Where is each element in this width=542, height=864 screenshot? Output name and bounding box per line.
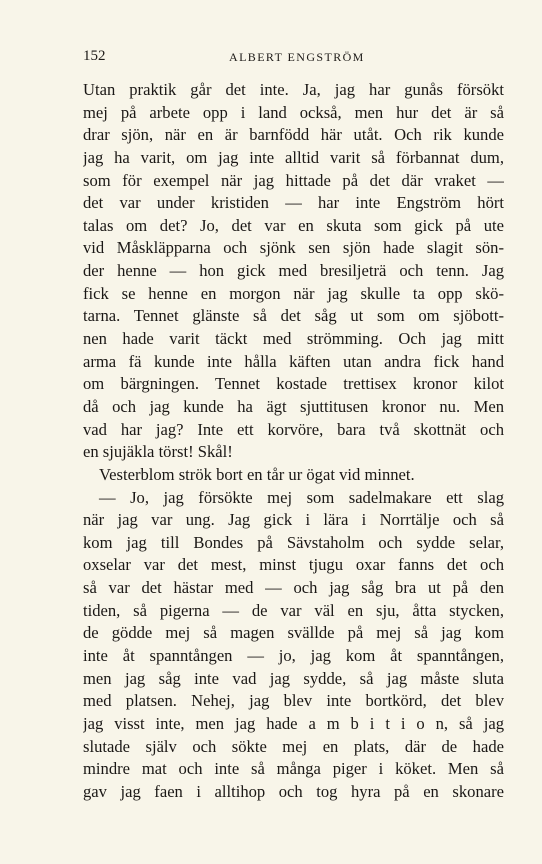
running-head (83, 48, 504, 68)
text-line: med platsen. Nehej, jag blev inte bortkörd, det blev (83, 691, 504, 711)
text-line: som för exempel när jag hittade på det där vraket — (83, 170, 504, 190)
text-line: arma fä kunde inte hålla käften utan andra fick hand (83, 351, 504, 371)
text-line: Utan praktik går det inte. Ja, jag har gunås försökt (83, 80, 504, 99)
text-line: om bärgningen. Tennet kostade trettisex kronor kilot (83, 374, 504, 394)
text-line: då och jag kunde ha ägt sjuttitusen kronor nu. Men (83, 396, 504, 416)
text-line: när jag var ung. Jag gick i lära i Norrtälje och så (83, 510, 504, 530)
text-line: — Jo, jag försökte mej som sadelmakare ett slag (99, 487, 504, 507)
text-line: kom jag till Bondes på Sävstaholm och sydde selar, (83, 532, 504, 552)
text-line: mindre mat och inte så många piger i köket. Men så (83, 759, 504, 779)
text-line: vad har jag? Inte ett korvöre, bara två skottnät och (83, 419, 504, 439)
text-line: oxselar var det mest, minst tjugu oxar fanns det och (83, 555, 504, 575)
text-line: jag visst inte, men jag hade a m b i t i o n, så jag (83, 713, 504, 733)
text-line: de gödde mej så magen svällde på mej så jag kom (83, 623, 504, 643)
text-line: en sjujäkla törst! Skål! (83, 442, 233, 462)
text-line: men jag såg inte vad jag sydde, så jag måste sluta (83, 668, 504, 688)
text-line: gav jag faen i alltihop och tog hyra på en skonare (83, 781, 504, 801)
text-line: fick se henne en morgon när jag skulle ta opp skö- (83, 283, 504, 303)
text-line: det var under kristiden — har inte Engström hört (83, 193, 504, 213)
body-text (83, 79, 504, 804)
text-line: der henne — hon gick med bresiljeträ och tenn. Jag (83, 261, 504, 281)
text-line: nen hade varit täckt med strömming. Och jag mitt (83, 329, 504, 349)
text-line: tarna. Tennet glänste så det såg ut som om sjöbott- (83, 306, 504, 326)
text-line: så var det hästar med — och jag såg bra ut på den (83, 578, 504, 598)
author-running-head: ALBERT ENGSTRÖM (229, 50, 365, 64)
text-line: slutade själv och sökte mej en plats, där de hade (83, 736, 504, 756)
page-number: 152 (83, 48, 106, 64)
text-line: talas om det? Jo, det var en skuta som gick på ute (83, 215, 504, 235)
text-line: inte åt spanntången — jo, jag kom åt spanntången, (83, 646, 504, 666)
text-line: drar sjön, när en är barnfödd här utåt. Och rik kunde (83, 125, 504, 145)
text-line: mej på arbete opp i land också, men hur det är så (83, 102, 504, 122)
text-line: vid Måskläpparna och sjönk sen sjön hade slagit sön- (83, 238, 504, 258)
text-line: jag ha varit, om jag inte alltid varit så förbannat dum, (83, 147, 504, 167)
text-line: tiden, så pigerna — de var väl en sju, åtta stycken, (83, 600, 504, 620)
text-line: Vesterblom strök bort en tår ur ögat vid minnet. (99, 464, 415, 484)
